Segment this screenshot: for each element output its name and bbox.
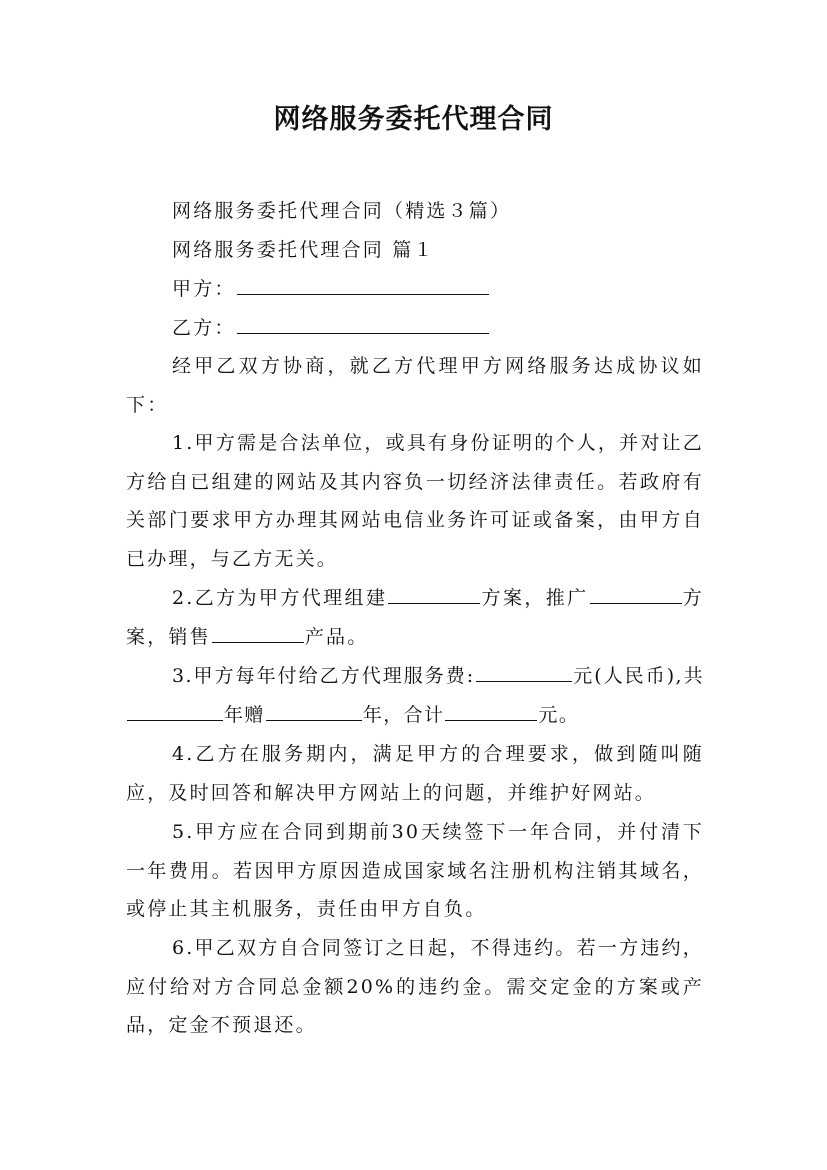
clause-3-blank-2: [127, 700, 223, 721]
clause-2-blank-2: [590, 583, 682, 604]
clause-2-blank-1: [388, 583, 480, 604]
clause-3-blank-4: [445, 700, 537, 721]
clause-3-blank-1: [476, 661, 572, 682]
clause-2-text-2: 方案，推广: [481, 587, 589, 609]
party-a-label: 甲方：: [172, 278, 236, 300]
clause-5: 5.甲方应在合同到期前30天续签下一年合同，并付清下一年费用。若因甲方原因造成国家域名注册机构注销其域名，或停止其主机服务，责任由甲方自负。: [126, 821, 704, 921]
document-subtitle: 网络服务委托代理合同（精选３篇）: [172, 200, 512, 222]
section-heading: 网络服务委托代理合同 篇１: [172, 239, 435, 261]
clause-3-blank-3: [266, 700, 362, 721]
clause-2: [126, 579, 704, 656]
document-title: 网络服务委托代理合同: [273, 104, 554, 135]
party-b-line: [172, 313, 490, 343]
clause-1: 1.甲方需是合法单位，或具有身份证明的个人，并对让乙方给自已组建的网站及其内容负一切经济法律责任。若政府有关部门要求甲方办理其网站电信业务许可证或备案，由甲方自已办理，与乙方无关。: [126, 432, 704, 571]
clause-3-text-3: 年赠: [224, 703, 265, 726]
party-a-line: [172, 274, 490, 304]
clause-3: [126, 657, 704, 734]
intro-paragraph: 经甲乙双方协商，就乙方代理甲方网络服务达成协议如下：: [126, 355, 704, 416]
clause-3-text-4: 年，合计: [362, 703, 445, 726]
party-a-blank: [237, 274, 489, 295]
clause-3-text-1: 3.甲方每年付给乙方代理服务费:: [172, 665, 475, 687]
clause-4: 4.乙方在服务期内，满足甲方的合理要求，做到随叫随应，及时回答和解决甲方网站上的问题，并维护好网站。: [126, 743, 704, 804]
clause-2-text-1: 2.乙方为甲方代理组建: [172, 587, 388, 609]
party-b-blank: [237, 313, 489, 334]
clause-3-text-2: 元(人民币),共: [572, 665, 704, 687]
clause-6: 6.甲乙双方自合同签订之日起，不得违约。若一方违约，应付给对方合同总金额20%的违约金。需交定金的方案或产品，定金不预退还。: [126, 937, 704, 1037]
party-b-label: 乙方：: [172, 317, 236, 339]
clause-2-text-3: 方案，销售: [126, 587, 704, 648]
clause-3-text-5: 元。: [538, 703, 580, 726]
clause-2-text-4: 产品。: [304, 625, 369, 648]
clause-2-blank-3: [212, 622, 304, 643]
